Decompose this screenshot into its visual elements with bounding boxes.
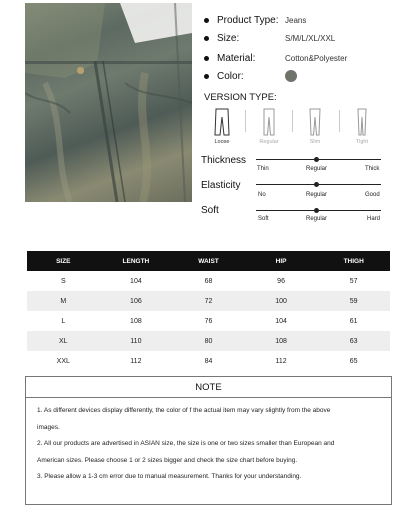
scale-elasticity-label: Elasticity	[201, 180, 241, 191]
regular-pants-icon	[261, 108, 277, 136]
attr-color: Color:	[204, 68, 297, 84]
version-tight: Tight	[344, 108, 380, 145]
table-row	[27, 351, 390, 371]
table-cell: L	[61, 317, 66, 325]
slim-pants-icon	[307, 108, 323, 136]
table-row	[27, 271, 390, 291]
table-cell: 110	[100, 331, 173, 351]
bullet-icon	[204, 36, 209, 41]
table-cell: 76	[204, 317, 213, 325]
header-size: SIZE	[27, 251, 100, 271]
attr-product-type: Product Type: Jeans	[204, 12, 306, 28]
note-line: 1. As different devices display differently, the color of f the actual item may vary slightly from the above	[37, 407, 331, 414]
table-cell: 57	[349, 277, 358, 285]
version-regular: Regular	[251, 108, 287, 145]
table-cell: 112	[275, 357, 287, 365]
note-body	[26, 398, 391, 486]
version-slim: Slim	[297, 108, 333, 145]
note-line: images.	[37, 423, 60, 431]
table-cell: 72	[172, 291, 245, 311]
table-cell: 59	[317, 291, 390, 311]
header-waist: WAIST	[172, 251, 245, 271]
header-thigh: THIGH	[317, 251, 390, 271]
scale-elasticity-mid: Regular	[306, 192, 328, 198]
table-header-row	[27, 251, 390, 271]
table-cell: 104	[275, 317, 287, 325]
table-cell: 104	[130, 277, 142, 285]
note-line: 2. All our products are advertised in ASIAN size, the size is one or two sizes smaller than European and	[37, 440, 335, 447]
scale-soft-max: Hard	[367, 216, 381, 222]
table-cell: M	[27, 291, 100, 311]
product-photo-jeans	[25, 3, 192, 202]
scale-thickness-min: Thin	[257, 166, 269, 172]
table-cell: 100	[245, 291, 318, 311]
color-swatch	[285, 70, 297, 82]
table-row	[27, 331, 390, 351]
table-cell: 61	[349, 317, 358, 325]
table-cell: 80	[172, 331, 245, 351]
scale-soft-label: Soft	[201, 205, 219, 216]
scale-elasticity-min: No	[258, 192, 266, 198]
table-cell: 96	[277, 277, 285, 285]
table-row	[27, 311, 390, 331]
loose-pants-icon	[214, 108, 230, 136]
tight-pants-icon	[354, 108, 370, 136]
divider	[245, 110, 246, 132]
version-type-title: VERSION TYPE:	[204, 92, 277, 103]
bullet-icon	[204, 74, 209, 79]
table-cell: 63	[317, 331, 390, 351]
note-title: NOTE	[26, 377, 391, 398]
scale-thickness-max: Thick	[365, 166, 380, 172]
size-chart-table	[27, 251, 390, 371]
scale-soft-marker	[314, 208, 319, 213]
table-cell: S	[60, 277, 66, 285]
attr-size: Size: S/M/L/XL/XXL	[204, 30, 335, 46]
divider	[292, 110, 293, 132]
attr-material: Material: Cotton&Polyester	[204, 50, 347, 66]
table-cell: 108	[245, 331, 318, 351]
table-cell: 106	[100, 291, 173, 311]
table-cell: 65	[349, 357, 358, 365]
scale-elasticity-marker	[314, 182, 319, 187]
note-line: American sizes. Please choose 1 or 2 sizes bigger and check the size chart before buying.	[37, 456, 298, 464]
scale-elasticity-max: Good	[365, 192, 380, 198]
table-row	[27, 291, 390, 311]
divider	[339, 110, 340, 132]
scale-thickness-label: Thickness	[201, 155, 247, 166]
bullet-icon	[204, 56, 209, 61]
header-length: LENGTH	[100, 251, 173, 271]
scale-thickness-marker	[314, 157, 319, 162]
scale-soft-mid: Regular	[306, 216, 328, 222]
table-cell: 112	[130, 357, 142, 365]
scale-soft-min: Soft	[258, 216, 269, 222]
header-hip: HIP	[245, 251, 318, 271]
table-cell: XL	[27, 331, 100, 351]
note-box	[25, 376, 392, 505]
table-cell: 68	[204, 277, 213, 285]
table-cell: XXL	[56, 357, 70, 365]
note-line: 3. Please allow a 1-3 cm error due to manual measurement. Thanks for your understanding.	[37, 473, 302, 480]
table-cell: 84	[204, 357, 213, 365]
scale-thickness-mid: Regular	[306, 166, 328, 172]
table-cell: 108	[130, 317, 142, 325]
bullet-icon	[204, 18, 209, 23]
version-loose: Loose	[204, 108, 240, 145]
